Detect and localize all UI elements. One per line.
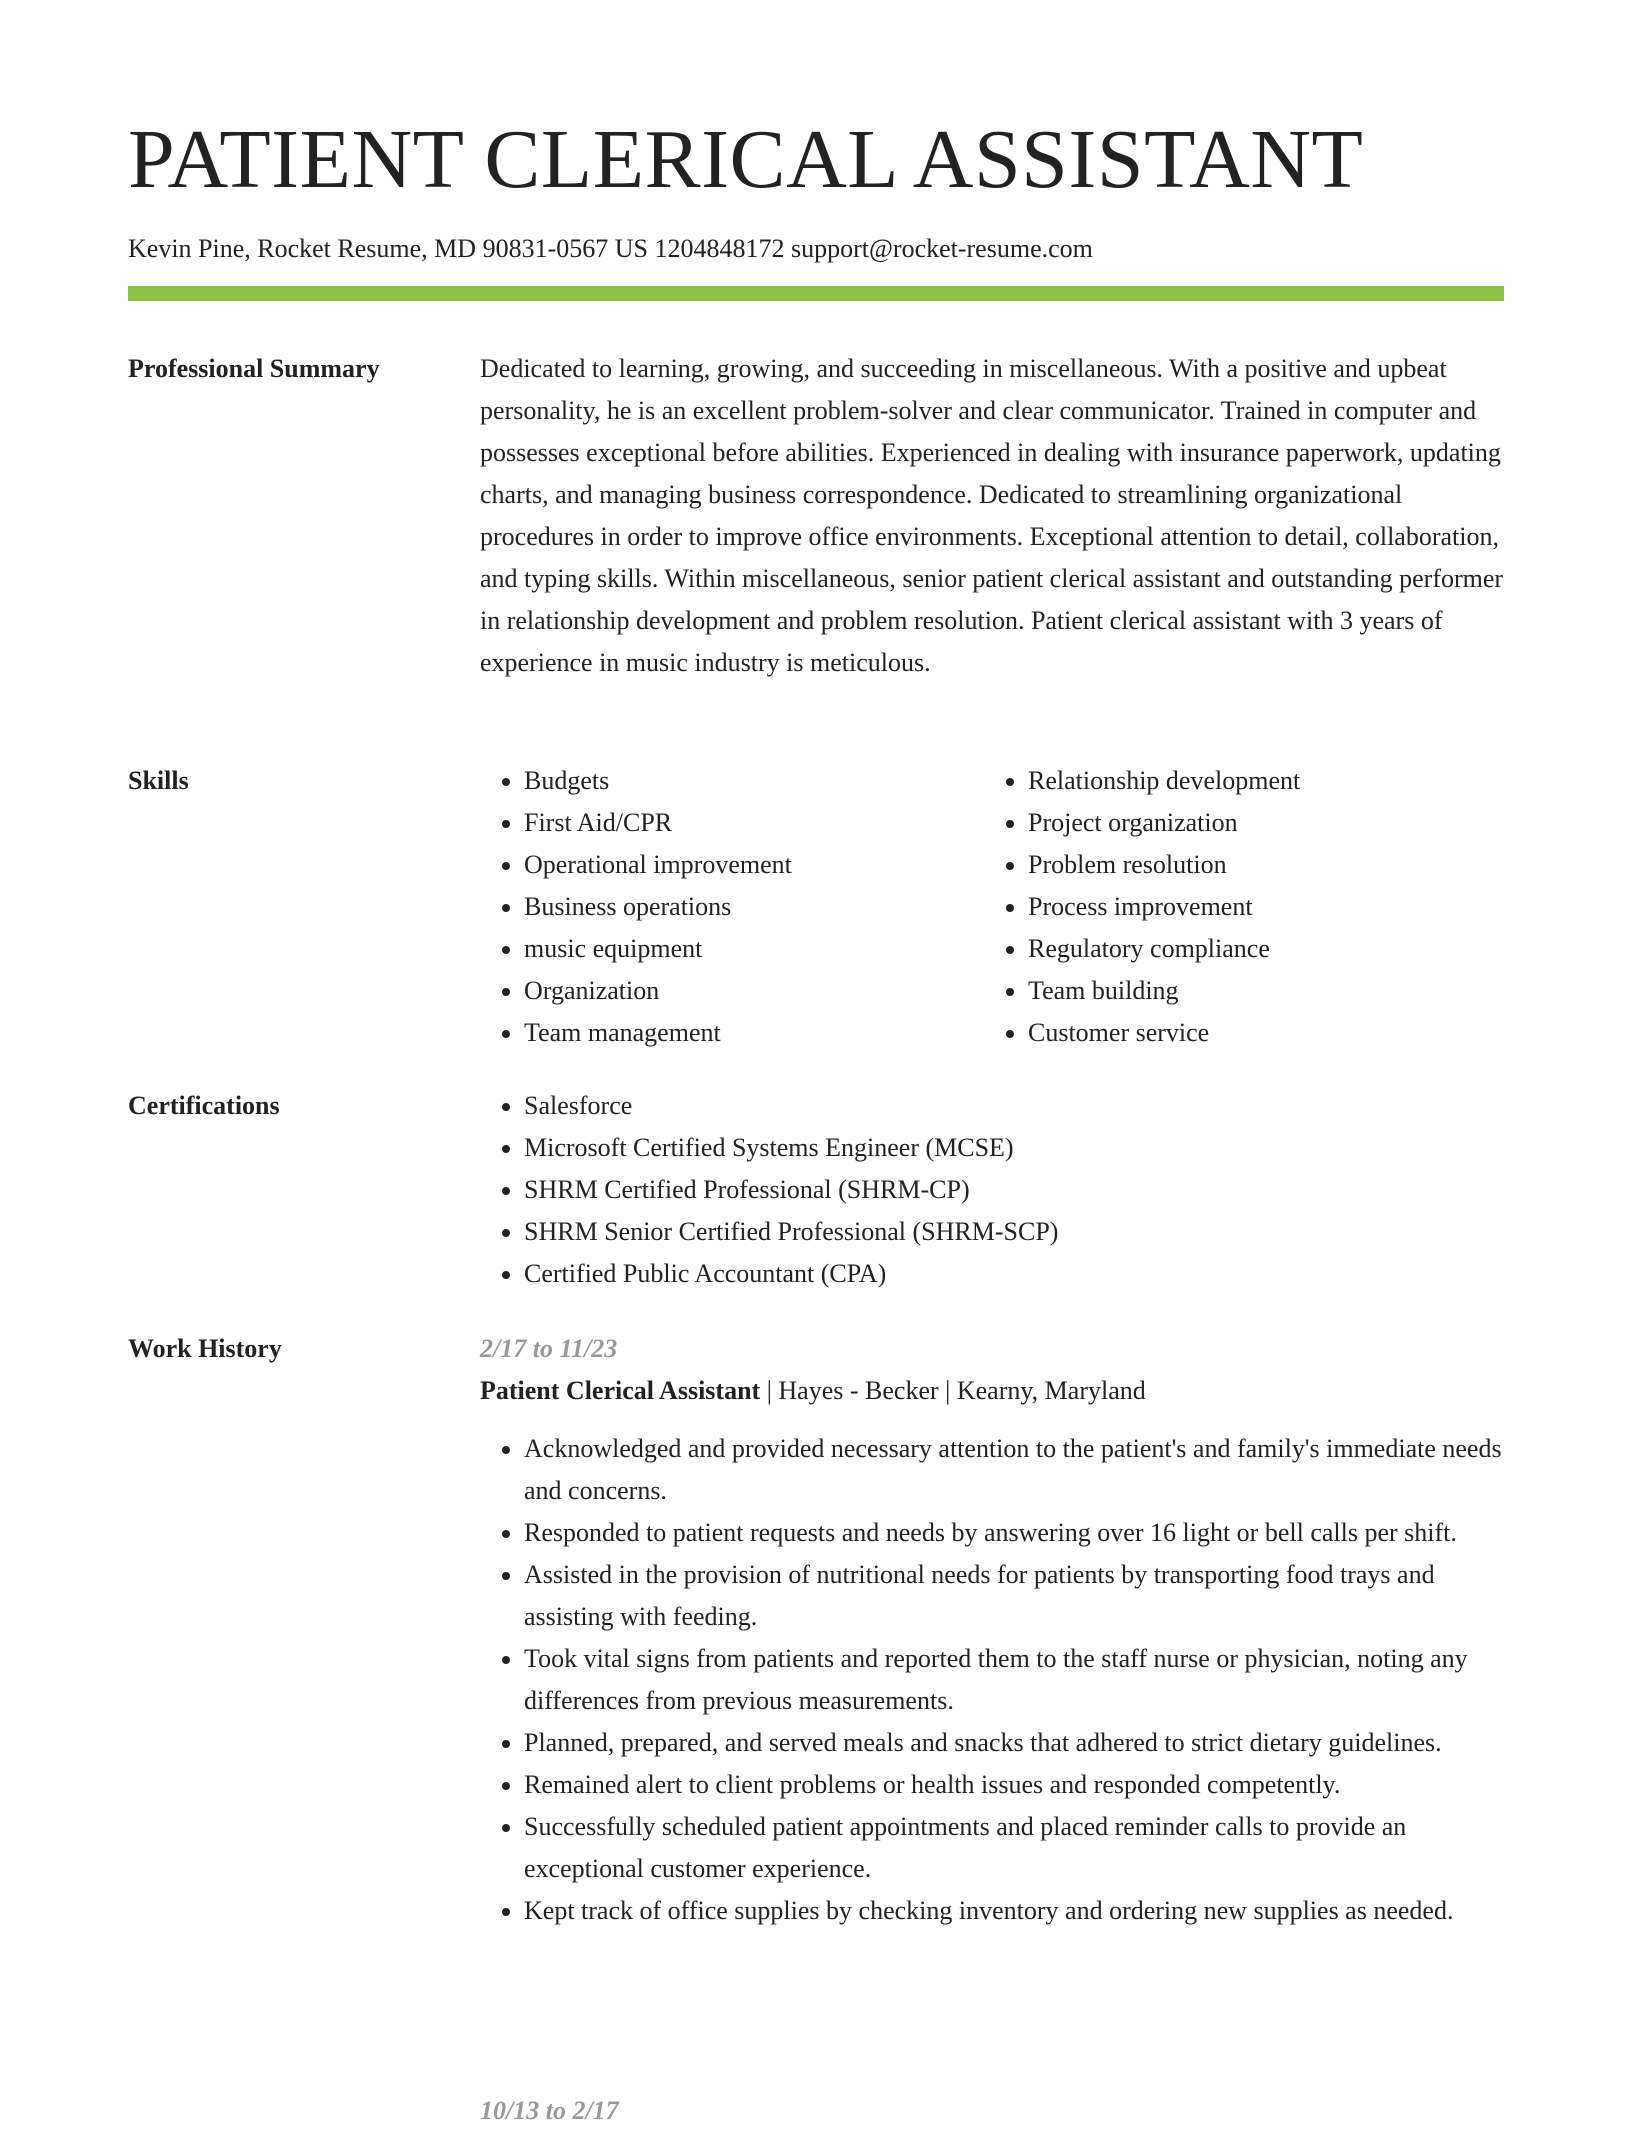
- skill-item: • Team management: [524, 1012, 984, 1054]
- job-duty-item: • Planned, prepared, and served meals and snacks that adhered to strict dietary guidelines.: [524, 1722, 1504, 1764]
- job-duties-list: [480, 1428, 1504, 1932]
- summary-heading: Professional Summary: [128, 354, 380, 383]
- skill-item: • Problem resolution: [1028, 844, 1488, 886]
- certification-item: • SHRM Senior Certified Professional (SHRM-SCP): [524, 1211, 1504, 1253]
- skill-item: • Regulatory compliance: [1028, 928, 1488, 970]
- certifications-list: [480, 1085, 1504, 1295]
- skill-item: • First Aid/CPR: [524, 802, 984, 844]
- job-entry: [480, 1328, 1504, 1932]
- job-duty-item: • Kept track of office supplies by checking inventory and ordering new supplies as needed.: [524, 1890, 1504, 1932]
- accent-divider: [128, 286, 1504, 301]
- resume-title: PATIENT CLERICAL ASSISTANT: [128, 113, 1364, 206]
- certification-item: • Salesforce: [524, 1085, 1504, 1127]
- certifications-body: [480, 1085, 1504, 1295]
- job-duty-item: • Responded to patient requests and needs by answering over 16 light or bell calls per shift.: [524, 1512, 1504, 1554]
- job-dates: 10/13 to 2/17: [480, 2096, 619, 2125]
- skill-item: • Team building: [1028, 970, 1488, 1012]
- job-duty-item: • Acknowledged and provided necessary attention to the patient's and family's immediate needs and concerns.: [524, 1428, 1504, 1512]
- skill-item: • Process improvement: [1028, 886, 1488, 928]
- skill-item: • Operational improvement: [524, 844, 984, 886]
- work-history-body: [480, 1328, 1504, 1932]
- skill-item: • Relationship development: [1028, 760, 1488, 802]
- job-entry-2-body: [480, 2090, 1504, 2132]
- job-dates: 2/17 to 11/23: [480, 1334, 618, 1363]
- job-duty-item: • Successfully scheduled patient appointments and placed reminder calls to provide an exceptional customer experience.: [524, 1806, 1504, 1890]
- skill-item: • Project organization: [1028, 802, 1488, 844]
- skills-heading: Skills: [128, 766, 189, 795]
- skills-column-right: [984, 760, 1488, 1054]
- skills-list-left: [480, 760, 984, 1054]
- contact-line: Kevin Pine, Rocket Resume, MD 90831-0567 US 1204848172 support@rocket-resume.com: [128, 234, 1093, 263]
- skills-body: [480, 760, 1504, 1054]
- summary-body: [480, 348, 1504, 684]
- skill-item: • Organization: [524, 970, 984, 1012]
- job-duty-item: • Remained alert to client problems or health issues and responded competently.: [524, 1764, 1504, 1806]
- skill-item: • music equipment: [524, 928, 984, 970]
- certification-item: • Certified Public Accountant (CPA): [524, 1253, 1504, 1295]
- job-employer-location: | Hayes - Becker | Kearny, Maryland: [760, 1376, 1146, 1405]
- summary-text: Dedicated to learning, growing, and succeeding in miscellaneous. With a positive and upbeat personality, he is an excellent problem-solver and clear communicator. Trained in computer and possesses exceptional before abilities. Experienced in dealing with insurance paperwork, updating charts, and managing business correspondence. Dedicated to streamlining organizational procedures in order to improve office environments. Exceptional attention to detail, collaboration, and typing skills. Within miscellaneous, senior patient clerical assistant and outstanding performer in relationship development and problem resolution. Patient clerical assistant with 3 years of experience in music industry is meticulous.: [480, 354, 1504, 677]
- work-history-heading: Work History: [128, 1334, 282, 1363]
- job-duty-item: • Assisted in the provision of nutritional needs for patients by transporting food trays and assisting with feeding.: [524, 1554, 1504, 1638]
- skills-list-right: [984, 760, 1488, 1054]
- skill-item: • Business operations: [524, 886, 984, 928]
- skill-item: • Customer service: [1028, 1012, 1488, 1054]
- skills-column-left: [480, 760, 984, 1054]
- certification-item: • Microsoft Certified Systems Engineer (MCSE): [524, 1127, 1504, 1169]
- job-heading: [480, 1370, 1504, 1412]
- certifications-heading: Certifications: [128, 1091, 280, 1120]
- skill-item: • Budgets: [524, 760, 984, 802]
- certification-item: • SHRM Certified Professional (SHRM-CP): [524, 1169, 1504, 1211]
- job-duty-item: • Took vital signs from patients and reported them to the staff nurse or physician, noting any differences from previous measurements.: [524, 1638, 1504, 1722]
- job-title: Patient Clerical Assistant: [480, 1376, 761, 1405]
